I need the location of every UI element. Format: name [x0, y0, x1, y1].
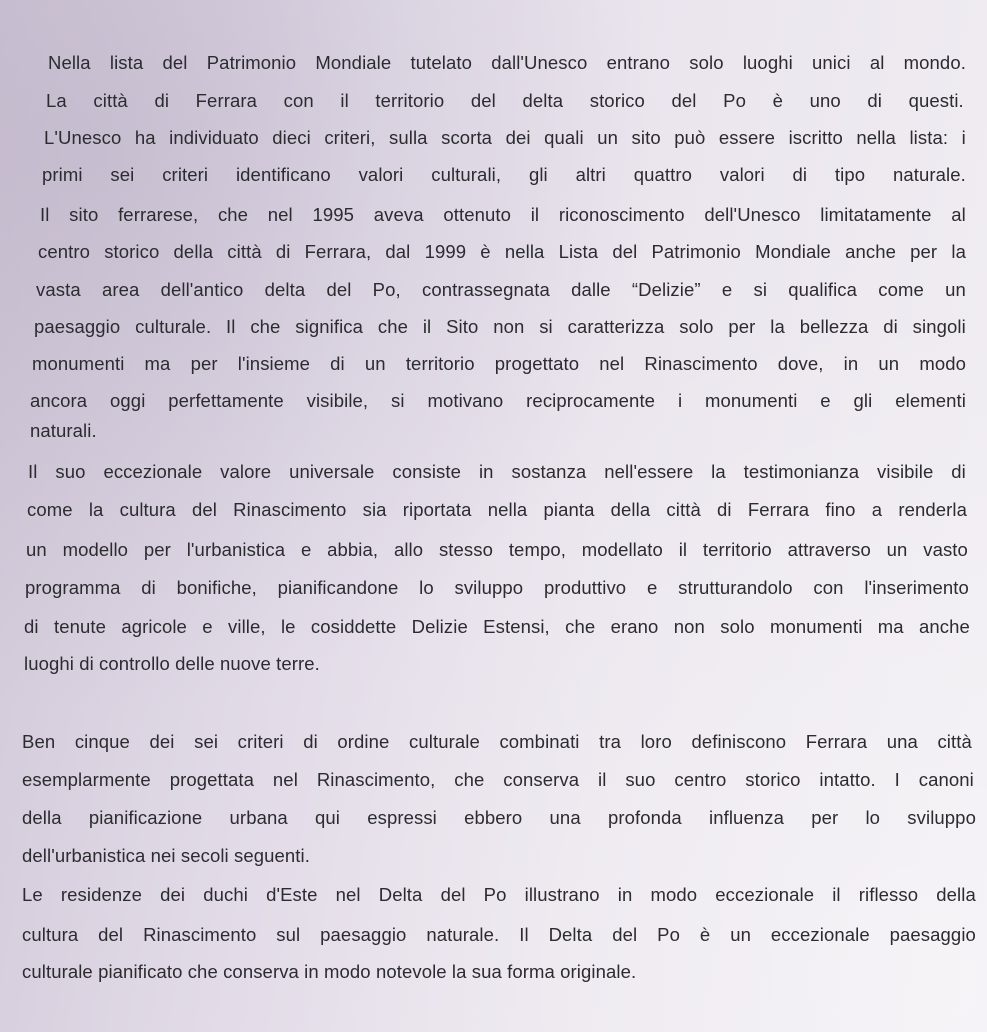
text-line: di tenute agricole e ville, le cosiddette Delizie Estensi, che erano non solo monumenti ma anche [24, 616, 970, 637]
text-line: centro storico della città di Ferrara, dal 1999 è nella Lista del Patrimonio Mondiale anche per la [38, 241, 966, 262]
text-line: Ben cinque dei sei criteri di ordine culturale combinati tra loro definiscono Ferrara una città [22, 731, 972, 752]
text-line: Il suo eccezionale valore universale consiste in sostanza nell'essere la testimonianza visibile di [28, 461, 966, 482]
text-line: della pianificazione urbana qui espressi ebbero una profonda influenza per lo sviluppo [22, 807, 976, 828]
text-line: Il sito ferrarese, che nel 1995 aveva ottenuto il riconoscimento dell'Unesco limitatamente al [40, 204, 966, 225]
text-line: luoghi di controllo delle nuove terre. [24, 653, 320, 674]
text-line: Le residenze dei duchi d'Este nel Delta del Po illustrano in modo eccezionale il riflesso della [22, 884, 976, 905]
text-line: un modello per l'urbanistica e abbia, allo stesso tempo, modellato il territorio attraverso un vasto [26, 539, 968, 560]
text-line: cultura del Rinascimento sul paesaggio naturale. Il Delta del Po è un eccezionale paesaggio [22, 924, 976, 945]
text-line: primi sei criteri identificano valori culturali, gli altri quattro valori di tipo naturale. [42, 164, 966, 185]
text-line: La città di Ferrara con il territorio del delta storico del Po è uno di questi. [46, 90, 964, 111]
text-line: dell'urbanistica nei secoli seguenti. [22, 845, 310, 866]
text-line: naturali. [30, 420, 97, 441]
text-line: Nella lista del Patrimonio Mondiale tutelato dall'Unesco entrano solo luoghi unici al mondo. [48, 52, 966, 73]
text-line: culturale pianificato che conserva in modo notevole la sua forma originale. [22, 961, 637, 982]
text-line: ancora oggi perfettamente visibile, si motivano reciprocamente i monumenti e gli elementi [30, 390, 966, 411]
text-line: paesaggio culturale. Il che significa che il Sito non si caratterizza solo per la bellezza di singoli [34, 316, 966, 337]
text-line: come la cultura del Rinascimento sia riportata nella pianta della città di Ferrara fino a renderla [27, 499, 967, 520]
text-line: esemplarmente progettata nel Rinascimento, che conserva il suo centro storico intatto. I canoni [22, 769, 974, 790]
text-line: programma di bonifiche, pianificandone lo sviluppo produttivo e strutturandolo con l'inserimento [25, 577, 969, 598]
text-line: monumenti ma per l'insieme di un territorio progettato nel Rinascimento dove, in un modo [32, 353, 966, 374]
text-line: vasta area dell'antico delta del Po, contrassegnata dalle “Delizie” e si qualifica come un [36, 279, 966, 300]
text-line: L'Unesco ha individuato dieci criteri, sulla scorta dei quali un sito può essere iscritto nella lista: i [44, 127, 966, 148]
